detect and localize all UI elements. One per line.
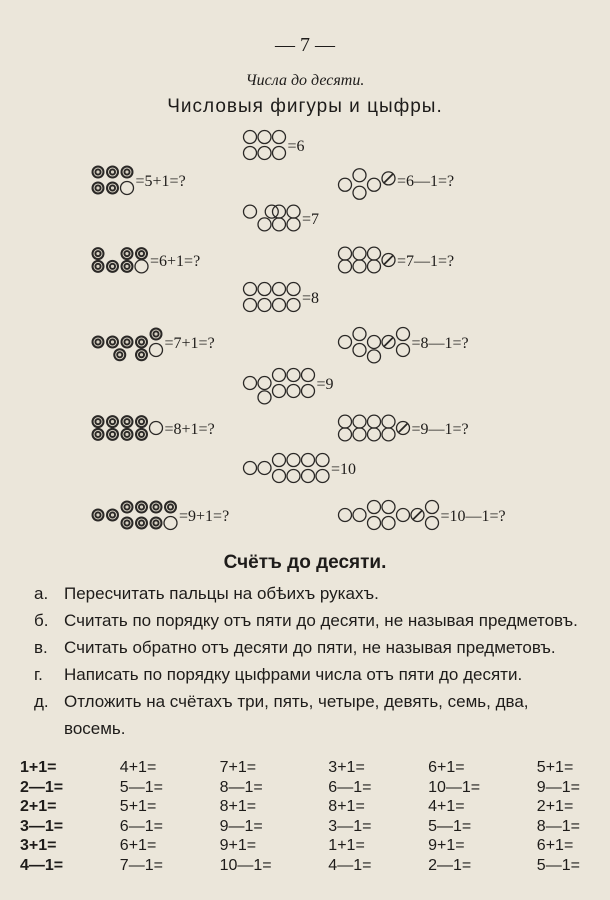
bead-empty	[287, 384, 300, 397]
exercise-item: 2+1=	[20, 798, 57, 815]
figure-equation: =6+1=?	[150, 253, 201, 270]
exercise-item: 4+1=	[119, 759, 157, 776]
task-text: Написать по порядку цыфрами числа отъ пяти до десяти.	[64, 665, 523, 684]
bead-crossed	[382, 254, 395, 267]
bead-empty	[287, 205, 300, 218]
exercise-item: 3—1=	[20, 817, 64, 835]
task-letter: б.	[34, 611, 49, 630]
figure-equation: =7	[302, 211, 320, 228]
bead-empty	[302, 384, 315, 397]
bead-empty	[287, 469, 300, 482]
exercise-column	[537, 758, 580, 875]
bead-empty	[382, 415, 395, 428]
bead-empty	[302, 469, 315, 482]
bead-empty	[273, 369, 286, 382]
bead-empty	[339, 336, 352, 349]
bead-empty	[273, 469, 286, 482]
figure-equation: =7+1=?	[164, 335, 215, 352]
bead-empty	[150, 422, 163, 435]
figure-equation: =7—1=?	[397, 253, 455, 270]
exercise-item: 2+1=	[536, 798, 574, 815]
bead-filled	[164, 501, 177, 514]
exercise-item: 9+1=	[219, 837, 257, 854]
exercise-item: 10—1=	[428, 778, 481, 796]
exercise-item: 6+1=	[536, 837, 574, 854]
bead-crossed	[397, 422, 410, 435]
exercise-column	[328, 758, 371, 875]
task-text: Отложить на счётахъ три, пять, четыре, девять, семь, два, восемь.	[64, 692, 529, 738]
figure-equation: =6	[287, 138, 305, 155]
bead-filled	[92, 247, 105, 260]
figure-equation: =5+1=?	[135, 173, 186, 190]
exercise-item: 2—1=	[20, 778, 64, 796]
bead-empty	[382, 516, 395, 529]
task-item	[34, 634, 579, 661]
number-figure	[92, 247, 201, 273]
task-item	[34, 607, 579, 634]
number-figure	[244, 205, 320, 231]
bead-filled	[106, 260, 119, 273]
bead-empty	[397, 328, 410, 341]
exercise-item: 5—1=	[536, 856, 580, 874]
figure-equation: =10	[331, 461, 357, 478]
bead-empty	[368, 178, 381, 191]
number-figure	[339, 501, 506, 530]
exercise-column	[120, 758, 163, 875]
number-figure	[244, 283, 320, 312]
bead-filled	[106, 336, 119, 349]
figure-equation: =10—1=?	[440, 508, 506, 525]
exercise-item: 10—1=	[219, 856, 272, 874]
bead-filled	[121, 260, 134, 273]
bead-empty	[368, 415, 381, 428]
exercise-grid	[20, 758, 580, 875]
bead-crossed	[411, 509, 424, 522]
exercise-item: 9+1=	[428, 837, 465, 854]
number-figure	[339, 415, 469, 441]
bead-empty	[258, 131, 271, 144]
figure-equation: =9	[316, 376, 334, 393]
exercise-item: 8+1=	[219, 798, 257, 815]
bead-empty	[273, 205, 286, 218]
bead-empty	[287, 454, 300, 467]
bead-filled	[150, 516, 163, 529]
bead-filled	[92, 428, 105, 441]
task-letter: д.	[34, 692, 49, 711]
bead-filled	[135, 247, 148, 260]
bead-empty	[368, 336, 381, 349]
bead-empty	[397, 343, 410, 356]
bead-empty	[353, 169, 366, 182]
bead-empty	[368, 501, 381, 514]
exercise-item: 5—1=	[119, 778, 163, 796]
bead-filled	[135, 516, 148, 529]
exercise-item: 6—1=	[328, 778, 372, 796]
bead-empty	[353, 247, 366, 260]
bead-empty	[397, 509, 410, 522]
bead-empty	[368, 260, 381, 273]
bead-empty	[368, 516, 381, 529]
bead-filled	[150, 328, 163, 341]
number-figure	[244, 131, 305, 160]
page-number: — 7 —	[275, 34, 335, 56]
bead-empty	[273, 384, 286, 397]
bead-empty	[287, 283, 300, 296]
figure-equation: =8	[302, 290, 320, 307]
bead-empty	[150, 343, 163, 356]
counting-heading: Счётъ до десяти.	[223, 552, 387, 573]
exercise-item: 2—1=	[428, 856, 472, 874]
bead-empty	[244, 131, 257, 144]
exercise-item: 8—1=	[536, 817, 580, 835]
exercise-item: 3—1=	[328, 817, 372, 835]
bead-empty	[273, 131, 286, 144]
bead-filled	[106, 166, 119, 179]
bead-filled	[121, 166, 134, 179]
exercise-item: 4—1=	[20, 856, 64, 874]
bead-filled	[106, 509, 119, 522]
bead-empty	[244, 205, 257, 218]
bead-empty	[273, 283, 286, 296]
exercise-item: 8+1=	[328, 798, 365, 815]
bead-empty	[368, 428, 381, 441]
bead-empty	[339, 260, 352, 273]
bead-filled	[106, 415, 119, 428]
bead-empty	[135, 260, 148, 273]
bead-filled	[121, 428, 134, 441]
bead-empty	[244, 298, 257, 311]
exercise-item: 6—1=	[119, 817, 163, 835]
figure-equation: =8+1=?	[164, 421, 215, 438]
bead-filled	[135, 336, 148, 349]
bead-empty	[244, 283, 257, 296]
bead-empty	[164, 516, 177, 529]
bead-filled	[135, 501, 148, 514]
bead-empty	[339, 247, 352, 260]
bead-empty	[258, 377, 271, 390]
exercise-item: 3+1=	[328, 759, 365, 776]
task-item	[34, 688, 579, 742]
bead-empty	[316, 454, 329, 467]
exercise-item: 4—1=	[328, 856, 372, 874]
bead-filled	[113, 348, 126, 361]
bead-empty	[339, 178, 352, 191]
bead-crossed	[382, 172, 395, 185]
bead-empty	[353, 186, 366, 199]
bead-filled	[92, 181, 105, 194]
bead-empty	[316, 469, 329, 482]
bead-empty	[339, 509, 352, 522]
bead-empty	[273, 454, 286, 467]
bead-filled	[106, 181, 119, 194]
task-list	[34, 580, 579, 742]
exercise-item: 9—1=	[536, 778, 580, 796]
bead-filled	[121, 247, 134, 260]
exercise-item: 1+1=	[20, 759, 57, 776]
task-letter: в.	[34, 638, 48, 657]
exercise-item: 5—1=	[428, 817, 472, 835]
exercise-item: 4+1=	[428, 798, 465, 815]
number-figure	[339, 247, 455, 273]
bead-empty	[258, 218, 271, 231]
bead-empty	[339, 428, 352, 441]
bead-empty	[302, 369, 315, 382]
exercise-item: 3+1=	[20, 837, 57, 854]
bead-empty	[382, 501, 395, 514]
task-text: Пересчитать пальцы на обѣихъ рукахъ.	[64, 584, 379, 603]
bead-empty	[339, 415, 352, 428]
bead-filled	[92, 260, 105, 273]
number-figure	[244, 369, 334, 404]
bead-empty	[244, 146, 257, 159]
bead-filled	[135, 428, 148, 441]
bead-filled	[92, 509, 105, 522]
exercise-item: 8—1=	[219, 778, 263, 796]
figures-heading: Числовыя фигуры и цыфры.	[167, 96, 443, 117]
exercise-item: 7—1=	[119, 856, 163, 874]
bead-empty	[244, 377, 257, 390]
bead-empty	[353, 428, 366, 441]
bead-empty	[368, 350, 381, 363]
bead-empty	[368, 247, 381, 260]
task-letter: г.	[34, 665, 43, 684]
exercise-item: 9—1=	[219, 817, 263, 835]
bead-filled	[135, 348, 148, 361]
bead-empty	[258, 391, 271, 404]
exercise-item: 1+1=	[328, 837, 365, 854]
exercise-column	[220, 758, 272, 875]
task-text: Считать по порядку отъ пяти до десяти, не называя предметовъ.	[64, 611, 578, 630]
bead-filled	[121, 336, 134, 349]
exercise-item: 5+1=	[119, 798, 157, 815]
bead-filled	[135, 415, 148, 428]
number-figure	[92, 415, 215, 441]
bead-filled	[121, 415, 134, 428]
figure-equation: =8—1=?	[411, 335, 469, 352]
bead-filled	[121, 516, 134, 529]
bead-crossed	[382, 336, 395, 349]
figure-equation: =9+1=?	[179, 508, 230, 525]
bead-empty	[382, 428, 395, 441]
number-figure	[339, 328, 469, 363]
bead-empty	[287, 218, 300, 231]
exercise-item: 6+1=	[428, 759, 465, 776]
number-figure	[244, 454, 357, 483]
task-text: Считать обратно отъ десяти до пяти, не называя предметовъ.	[64, 638, 556, 657]
bead-empty	[287, 369, 300, 382]
bead-empty	[426, 501, 439, 514]
task-item	[34, 661, 579, 688]
bead-empty	[258, 283, 271, 296]
bead-empty	[258, 462, 271, 475]
task-letter: а.	[34, 584, 49, 603]
bead-filled	[121, 501, 134, 514]
bead-empty	[353, 328, 366, 341]
exercise-item: 6+1=	[119, 837, 157, 854]
task-item	[34, 580, 579, 607]
bead-filled	[150, 501, 163, 514]
number-figure	[92, 501, 230, 530]
bead-empty	[273, 298, 286, 311]
bead-filled	[92, 336, 105, 349]
number-figure	[92, 166, 186, 195]
bead-empty	[426, 516, 439, 529]
chapter-title: Числа до десяти.	[245, 72, 365, 89]
number-figure	[339, 169, 455, 200]
bead-empty	[302, 454, 315, 467]
exercise-column	[428, 758, 480, 875]
bead-empty	[353, 260, 366, 273]
bead-empty	[258, 146, 271, 159]
bead-empty	[258, 298, 271, 311]
exercise-column	[20, 758, 63, 875]
bead-filled	[92, 415, 105, 428]
bead-empty	[273, 146, 286, 159]
exercise-item: 5+1=	[536, 759, 574, 776]
bead-empty	[353, 343, 366, 356]
bead-empty	[273, 218, 286, 231]
bead-empty	[287, 298, 300, 311]
bead-empty	[353, 415, 366, 428]
bead-filled	[92, 166, 105, 179]
number-figure	[92, 328, 215, 362]
bead-empty	[265, 205, 278, 218]
bead-filled	[106, 428, 119, 441]
figure-equation: =9—1=?	[411, 421, 469, 438]
bead-empty	[244, 462, 257, 475]
bead-empty	[353, 509, 366, 522]
figure-equation: =6—1=?	[397, 173, 455, 190]
bead-empty	[121, 181, 134, 194]
exercise-item: 7+1=	[219, 759, 257, 776]
